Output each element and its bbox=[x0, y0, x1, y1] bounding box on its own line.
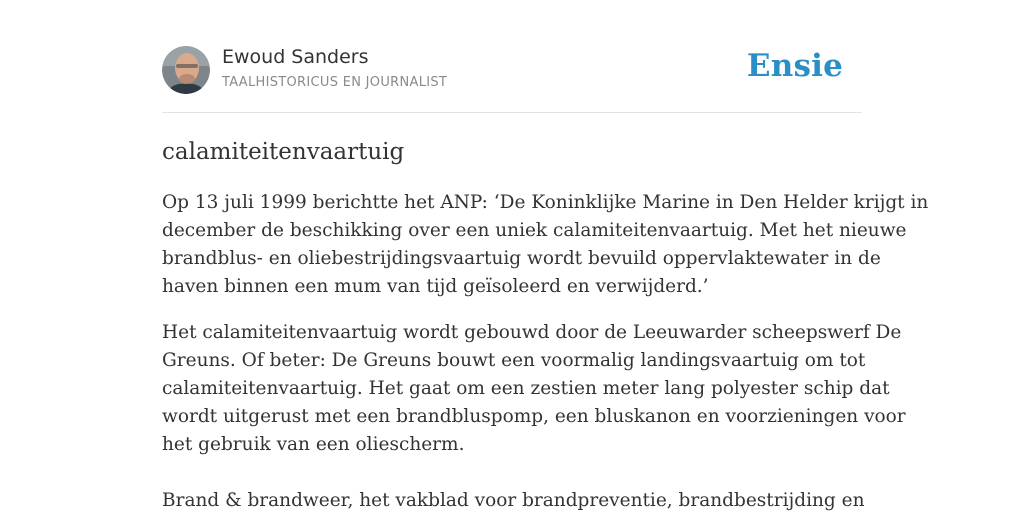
text-line: brandblus- en oliebestrijdingsvaartuig wordt bevuild oppervlaktewater in de bbox=[162, 248, 881, 269]
text-line: calamiteitenvaartuig. Het gaat om een zestien meter lang polyester schip dat bbox=[162, 378, 890, 399]
text-line: Brand & brandweer, het vakblad voor brandpreventie, brandbestrijding en bbox=[162, 490, 865, 511]
article-content bbox=[162, 136, 929, 512]
text-line: haven binnen een mum van tijd geïsoleerd en verwijderd.’ bbox=[162, 276, 709, 297]
text-line: het gebruik van een oliescherm. bbox=[162, 434, 465, 455]
author-photo bbox=[162, 46, 210, 94]
text-line: wordt uitgerust met een brandbluspomp, een bluskanon en voorzieningen voor bbox=[162, 406, 906, 427]
article-paragraph bbox=[162, 189, 929, 301]
text-line: Op 13 juli 1999 berichtte het ANP: ‘De Koninklijke Marine in Den Helder krijgt in bbox=[162, 192, 929, 213]
article-paragraph bbox=[162, 487, 865, 512]
author-name[interactable]: Ewoud Sanders bbox=[222, 46, 369, 68]
article-paragraph bbox=[162, 319, 906, 459]
author-avatar[interactable] bbox=[162, 46, 210, 94]
article-title: calamiteitenvaartuig bbox=[162, 139, 405, 165]
article-header bbox=[162, 0, 862, 113]
ensie-logo[interactable]: Ensie bbox=[746, 48, 843, 84]
text-line: december de beschikking over een uniek calamiteitenvaartuig. Met het nieuwe bbox=[162, 220, 907, 241]
text-line: Het calamiteitenvaartuig wordt gebouwd door de Leeuwarder scheepswerf De bbox=[162, 322, 902, 343]
author-role: TAALHISTORICUS EN JOURNALIST bbox=[222, 75, 448, 90]
text-line: Greuns. Of beter: De Greuns bouwt een voormalig landingsvaartuig om tot bbox=[162, 350, 866, 371]
